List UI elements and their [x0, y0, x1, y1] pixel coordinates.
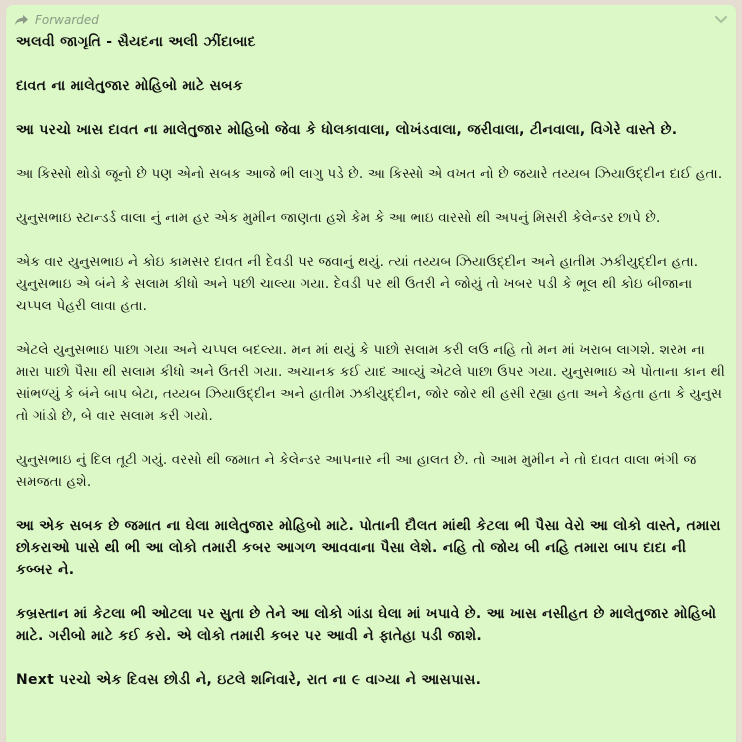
message-paragraph: યુનુસભાઇ સ્ટાન્ડર્ડ વાલા નું નામ હર એક મુમીન જાણતા હશે કેમ કે આ ભાઇ વારસો થી અપનું મિસરી કેલેન્ડર છાપે છે. [16, 210, 661, 226]
forwarded-indicator [14, 11, 726, 29]
message-bubble[interactable] [6, 5, 736, 742]
forwarded-label: Forwarded [35, 13, 99, 27]
message-paragraph: એટલે યુનુસભાઇ પાછા ગયા અને ચપ્પલ બદલ્યા. મન માં થયું કે પાછો સલામ કરી લઉ નહિ તો મન માં ખરાબ લાગશે. શરમ ના મારા પાછો પૈસા થી સલામ કીધો અને ઉતરી ગયા. અચાનક કઈ યાદ આવ્યું એટલે પાછા ઉપર ગયા. યુનુસભાઇ એ પોતાના કાન થી સાંભળ્યું કે બંને બાપ બેટા, તય્યબ ઝિયાઉદ્દીન અને હાતીમ ઝકીયુદ્દીન, જોર જોર થી હસી રહ્યા હતા અને કેહતા હતા કે યુનુસ તો ગાંડો છે, બે વાર સલામ કરી ગયો. [16, 342, 725, 424]
message-paragraph: આ એક સબક છે જમાત ના ઘેલા માલેતુજાર મોહિબો માટે. પોતાની દૌલત માંથી કેટલા ભી પૈસા વેરો આ લોકો વાસ્તે, તમારા છોકરાઓ પાસે થી ભી આ લોકો તમારી કબર આગળ આવવાના પૈસા લેશે. નહિ તો જોય બી નહિ તમારા બાપ દાદા ની કબ્બર ને. [16, 518, 721, 578]
message-paragraph: આ કિસ્સો થોડો જૂનો છે પણ એનો સબક આજે ભી લાગુ પડે છે. આ કિસ્સો એ વખત નો છે જયારે તય્યબ ઝિયાઉદ્દીન દાઈ હતા. [16, 166, 723, 182]
message-text [16, 31, 726, 691]
forward-arrow-icon [14, 14, 30, 26]
chevron-down-icon[interactable] [714, 15, 728, 25]
message-paragraph: Next પરચો એક દિવસ છોડી ને, ઇટલે શનિવારે, રાત ના ૯ વાગ્યા ને આસપાસ. [16, 672, 482, 688]
message-title: અલવી જાગૃતિ - સૈયદના અલી ઝીંદાબાદ [16, 34, 256, 50]
message-paragraph: એક વાર યુનુસભાઇ ને કોઇ કામસર દાવત ની દેવડી પર જવાનું થયું. ત્યાં તય્યબ ઝિયાઉદ્દીન અને હાતીમ ઝકીયુદ્દીન હતા. યુનુસભાઇ એ બંને કે સલામ કીધો અને પછી ચાલ્યા ગયા. દેવડી પર થી ઉતરી ને જોયું તો ખબર પડી કે ભૂલ થી કોઇ બીજાના ચપ્પલ પેહરી લાવા હતા. [16, 254, 699, 314]
message-subtitle: દાવત ના માલેતુજાર મોહિબો માટે સબક [16, 78, 243, 94]
message-paragraph: કબ્રસ્તાન માં કેટલા ભી ઓટલા પર સુતા છે તેને આ લોકો ગાંડા ઘેલા માં ખપાવે છે. આ ખાસ નસીહત છે માલેતુજાર મોહિબો માટે. ગરીબો માટે કઈ કરો. એ લોકો તમારી કબર પર આવી ને ફાતેહા પડી જાશે. [16, 606, 717, 644]
message-paragraph: યુનુસભાઇ નું દિલ તૂટી ગયું. વરસો થી જમાત ને કેલેન્ડર આપનાર ની આ હાલત છે. તો આમ મુમીન ને તો દાવત વાલા ભંગી જ સમજતા હશે. [16, 452, 697, 490]
message-paragraph: આ પરચો ખાસ દાવત ના માલેતુજાર મોહિબો જેવા કે ધોલકાવાલા, લોખંડવાલા, જરીવાલા, ટીનવાલા, વિગેરે વાસ્તે છે. [16, 122, 678, 138]
